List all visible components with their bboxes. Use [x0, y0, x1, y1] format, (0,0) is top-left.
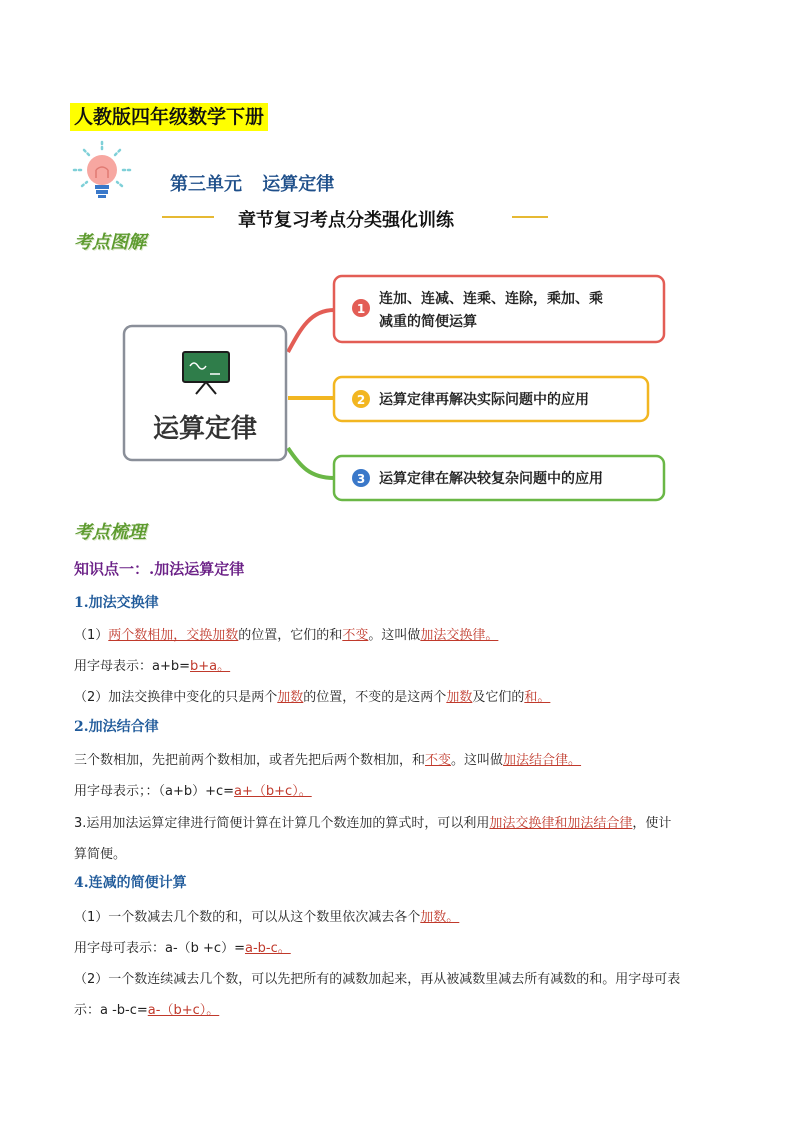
branch-3 [288, 448, 334, 478]
node-2-text: 运算定律再解决实际问题中的应用 [379, 392, 589, 408]
s2-line1: 三个数相加，先把前两个数相加，或者先把后两个数相加，和不变。这叫做加法结合律。 [74, 753, 582, 768]
svg-text:3: 3 [356, 472, 366, 486]
s4-line1: （1）一个数减去几个数的和，可以从这个数里依次减去各个加数。 [74, 910, 460, 925]
node-1-line2: 减重的简便运算 [379, 314, 477, 330]
knowledge-point-heading: 知识点一：.加法运算定律 [74, 560, 245, 578]
s3-line1: 3.运用加法运算定律进行简便计算在计算几个数连加的算式时，可以利用加法交换律和加法结合律，使计 [74, 816, 672, 831]
node-3-text: 运算定律在解决较复杂问题中的应用 [379, 471, 603, 487]
section-1-title: 1.加法交换律 [74, 595, 159, 611]
s2-line2: 用字母表示；：（a+b）+c=a+（b+c）。 [74, 784, 312, 799]
s1-line3: （2）加法交换律中变化的只是两个加数的位置，不变的是这两个加数及它们的和。 [74, 690, 551, 705]
lightbulb-icon [72, 140, 132, 206]
s4-line2: 用字母可表示：a-（b +c）=a-b-c。 [74, 941, 291, 956]
mind-map [0, 260, 794, 520]
svg-text:2: 2 [356, 393, 366, 407]
s1-line2: 用字母表示：a+b=b+a。 [74, 659, 231, 674]
diagram-section-title: 考点图解 [74, 232, 146, 253]
branch-1 [288, 310, 334, 352]
section-4-title: 4.连减的简便计算 [74, 875, 187, 891]
section-2-title: 2.加法结合律 [74, 719, 159, 735]
svg-text:1: 1 [356, 302, 366, 316]
node-1 [334, 276, 664, 342]
outline-section-title: 考点梳理 [74, 522, 146, 543]
grade-banner: 人教版四年级数学下册 [70, 103, 268, 131]
node-1-line1: 连加、连减、连乘、连除，乘加、乘 [379, 291, 603, 307]
s1-line1: （1）两个数相加，交换加数的位置，它们的和不变。这叫做加法交换律。 [74, 628, 499, 643]
decorative-line-left [162, 216, 214, 218]
decorative-line-right [512, 216, 548, 218]
unit-title: 第三单元 运算定律 [170, 174, 335, 195]
s4-line3: （2）一个数连续减去几个数，可以先把所有的减数加起来，再从被减数里减去所有减数的和。用字母可表 [74, 972, 681, 987]
center-label: 运算定律 [152, 414, 258, 444]
chapter-subtitle: 章节复习考点分类强化训练 [238, 210, 454, 231]
s3-line2: 算简便。 [74, 847, 127, 862]
s4-line4: 示：a -b-c=a-（b+c）。 [74, 1003, 220, 1018]
